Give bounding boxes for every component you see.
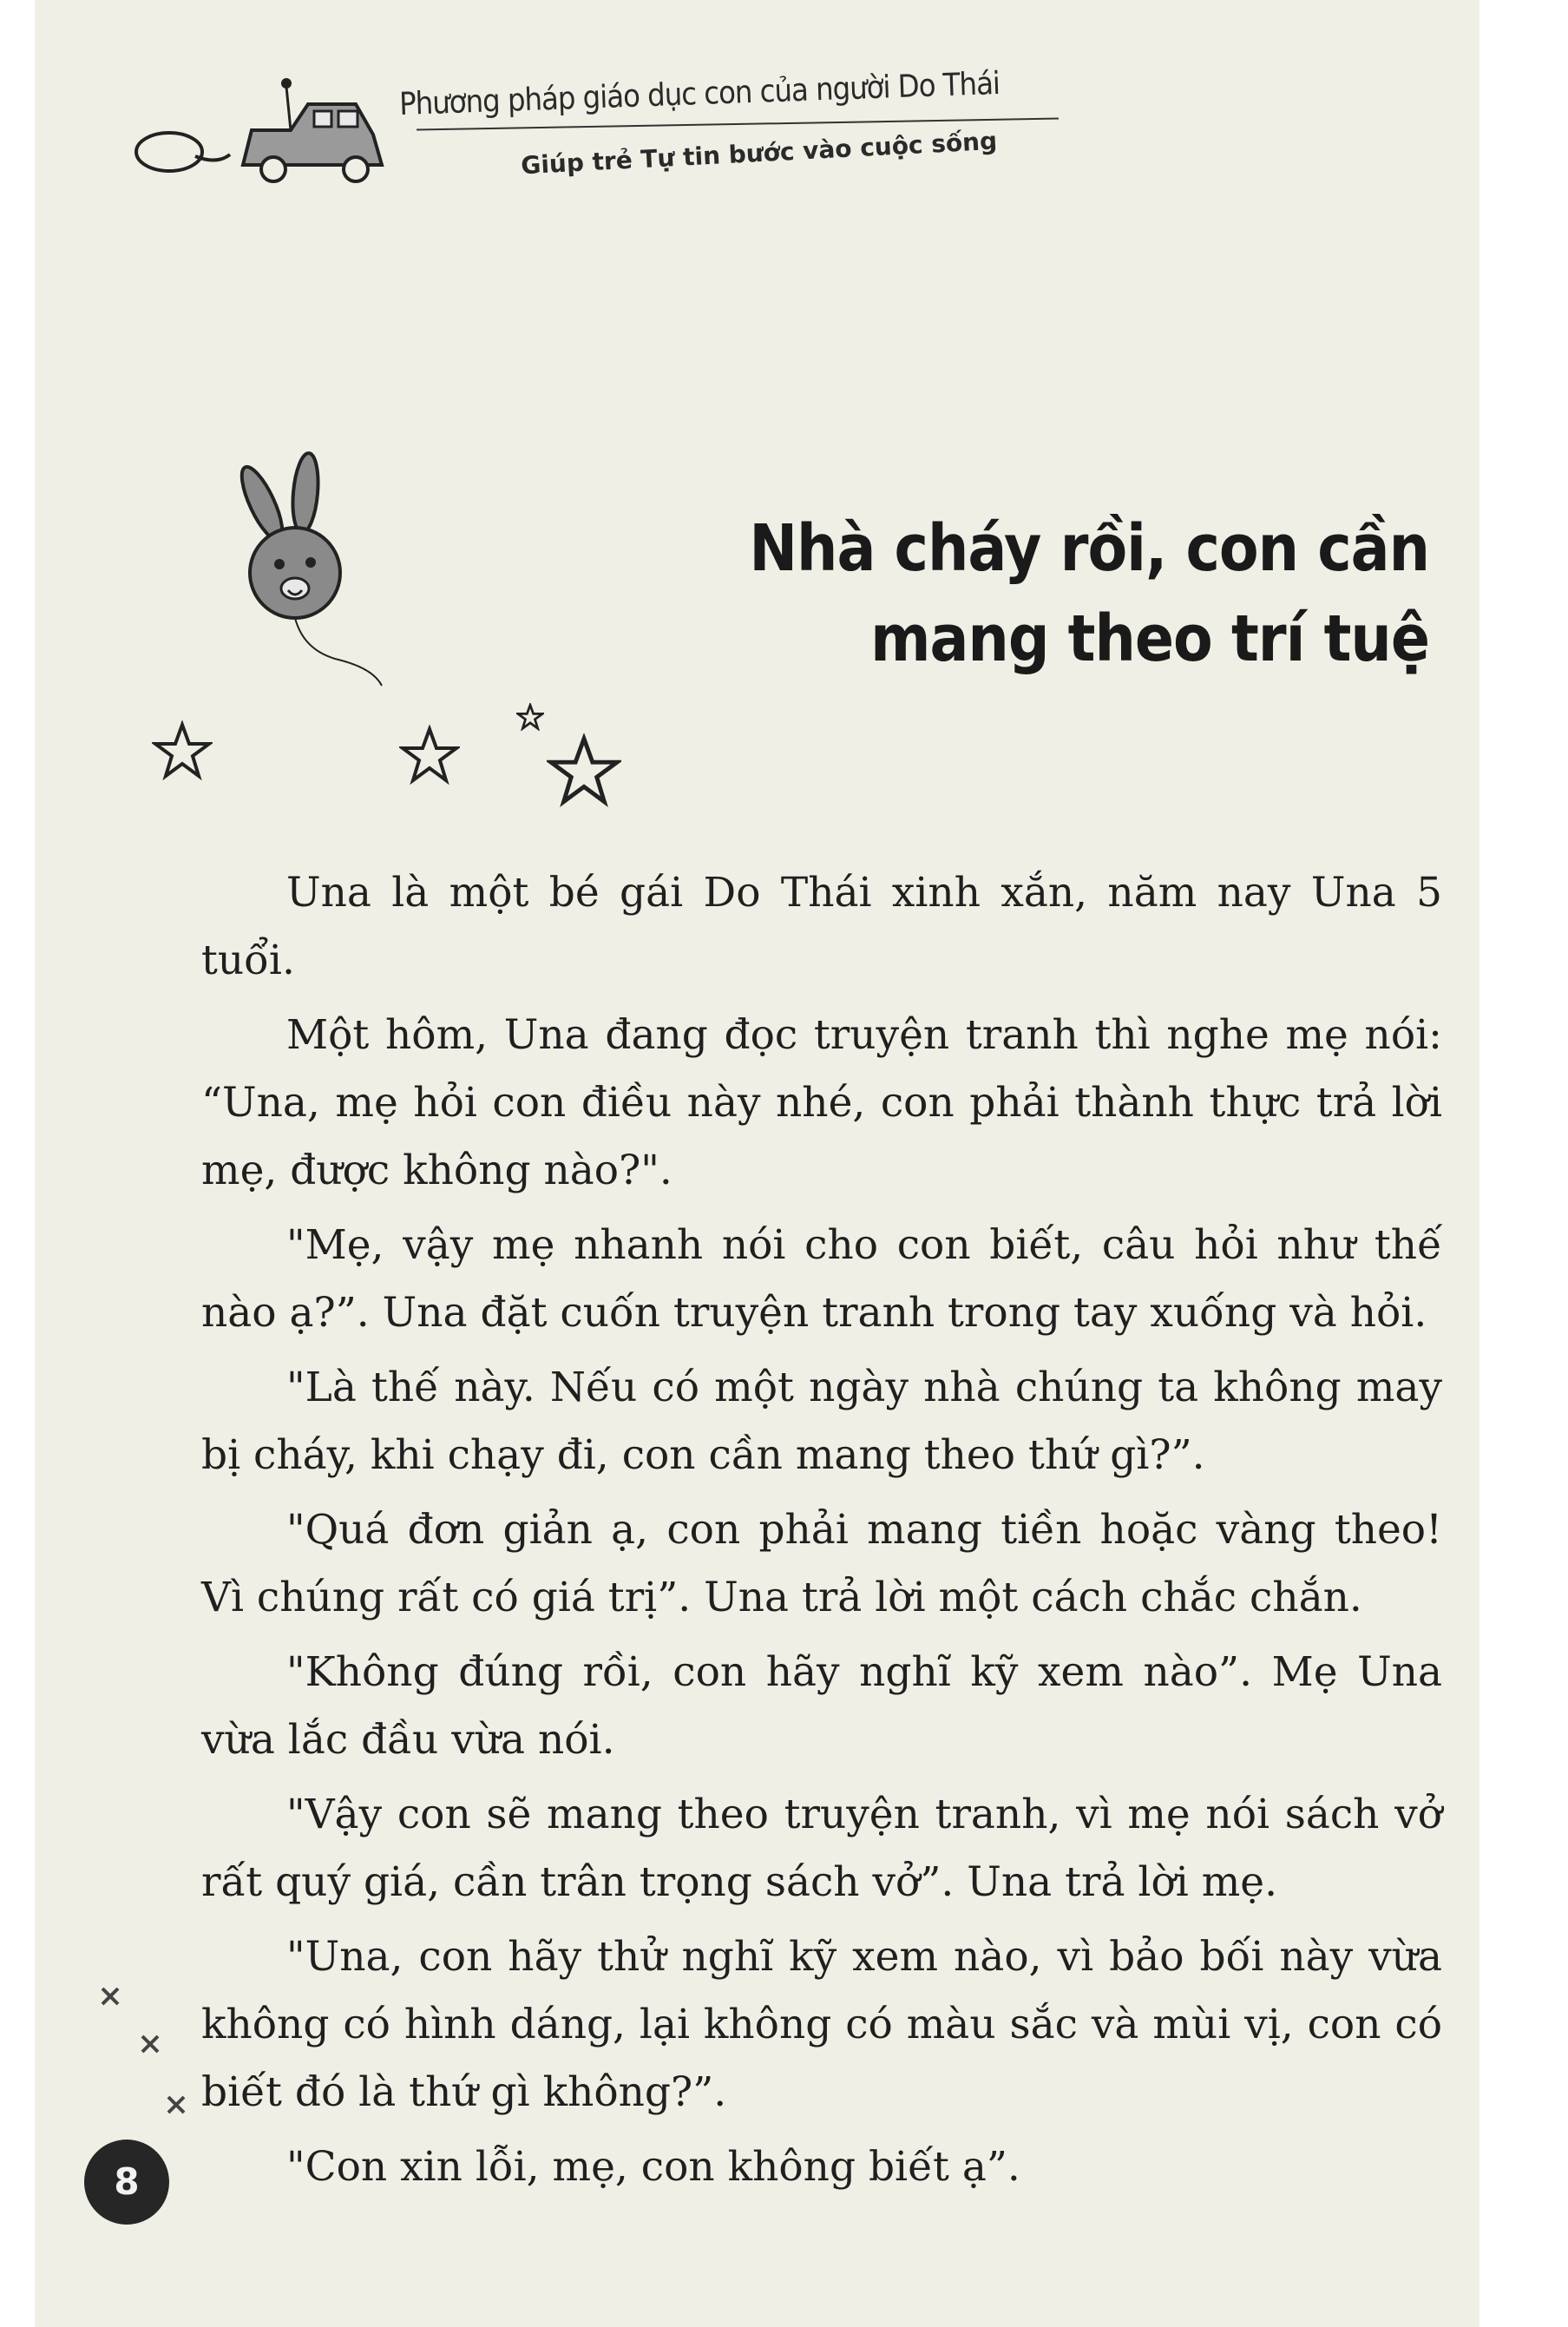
paragraph: "Con xin lỗi, mẹ, con không biết ạ”. — [286, 2143, 1020, 2191]
chapter-title — [648, 503, 1429, 684]
star-icon — [399, 725, 460, 786]
cross-mark-icon — [137, 2031, 163, 2057]
paragraph: "Quá đơn giản ạ, con phải mang tiền hoặc vàng theo! Vì chúng rất có giá trị”. Una trả lời một cách chắc chắn. — [201, 1506, 1442, 1621]
paragraph: "Không đúng rồi, con hãy nghĩ kỹ xem nào”. Mẹ Una vừa lắc đầu vừa nói. — [201, 1648, 1442, 1764]
chapter-title-line: Nhà cháy rồi, con cần — [749, 511, 1429, 586]
paragraph: "Mẹ, vậy mẹ nhanh nói cho con biết, câu hỏi như thế nào ạ?”. Una đặt cuốn truyện tranh trong tay xuống và hỏi. — [201, 1221, 1442, 1337]
cross-mark-icon — [163, 2092, 189, 2118]
story-body — [201, 859, 1442, 2208]
running-header — [35, 0, 1479, 252]
bunny-balloon-icon — [208, 451, 417, 712]
page-number-badge: 8 — [84, 2140, 169, 2225]
star-icon — [516, 703, 544, 731]
cross-mark-icon — [97, 1983, 123, 2009]
paragraph: "Una, con hãy thử nghĩ kỹ xem nào, vì bảo bối này vừa không có hình dáng, lại không có màu sắc và mùi vị, con có biết đó là thứ gì không?”. — [201, 1933, 1442, 2116]
book-subtitle: Giúp trẻ Tự tin bước vào cuộc sống — [520, 126, 998, 181]
paragraph: "Vậy con sẽ mang theo truyện tranh, vì mẹ nói sách vở rất quý giá, cần trân trọng sách vở”. Una trả lời mẹ. — [201, 1791, 1442, 1906]
book-title: Phương pháp giáo dục con của người Do Thái — [398, 65, 1001, 123]
star-icon — [152, 720, 213, 781]
star-icon — [547, 733, 621, 808]
paragraph: "Là thế này. Nếu có một ngày nhà chúng ta không may bị cháy, khi chạy đi, con cần mang theo thứ gì?”. — [201, 1364, 1442, 1479]
chapter-title-line: mang theo trí tuệ — [870, 601, 1429, 676]
paragraph: Una là một bé gái Do Thái xinh xắn, năm nay Una 5 tuổi. — [201, 869, 1442, 984]
paragraph: Một hôm, Una đang đọc truyện tranh thì nghe mẹ nói: “Una, mẹ hỏi con điều này nhé, con phải thành thực trả lời mẹ, được không nào?". — [201, 1011, 1442, 1194]
book-page — [35, 0, 1479, 2327]
car-icon — [121, 69, 408, 200]
